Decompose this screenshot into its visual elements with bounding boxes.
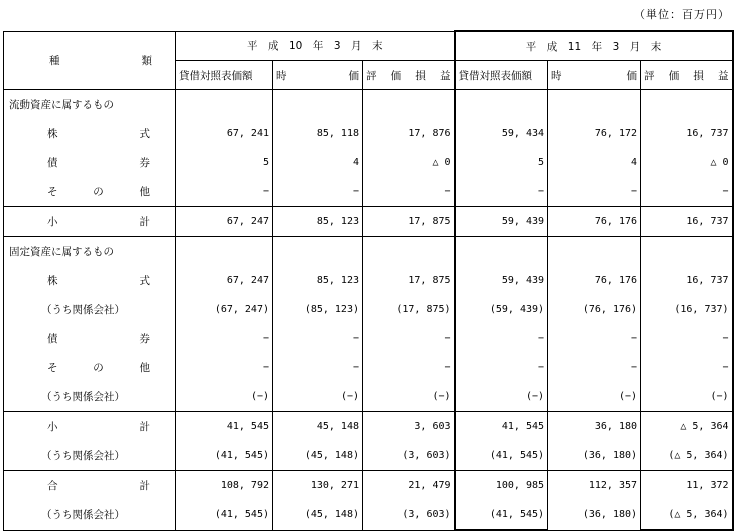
table-row <box>4 441 733 471</box>
table-row <box>4 382 733 412</box>
value-cell: − <box>455 353 548 382</box>
value-cell: (17, 875) <box>363 295 455 324</box>
value-cell: − <box>363 177 455 207</box>
table-row <box>4 266 733 295</box>
value-cell: △ 5, 364 <box>641 412 733 442</box>
row-label-text: そ <box>47 186 58 198</box>
value-cell: − <box>363 324 455 353</box>
header-book-value-2: 貸借対照表価額 <box>455 61 548 90</box>
row-label-text: 計 <box>139 421 150 433</box>
value-cell: 45, 148 <box>273 412 363 442</box>
value-cell: 112, 357 <box>548 471 641 501</box>
value-cell <box>641 237 733 267</box>
value-cell: 59, 439 <box>455 207 548 237</box>
value-cell: − <box>176 353 273 382</box>
row-label <box>4 207 176 237</box>
row-label-text: 券 <box>139 333 150 345</box>
table-row <box>4 119 733 148</box>
row-label-text: 券 <box>139 157 150 169</box>
table-row <box>4 237 733 267</box>
value-cell: (45, 148) <box>273 500 363 530</box>
table-row <box>4 148 733 177</box>
row-label <box>4 412 176 442</box>
row-label <box>4 324 176 353</box>
value-cell: − <box>548 177 641 207</box>
value-cell: 100, 985 <box>455 471 548 501</box>
value-cell <box>641 90 733 120</box>
value-cell: − <box>273 324 363 353</box>
row-label-text: 計 <box>139 216 150 228</box>
table-row <box>4 471 733 501</box>
header-kind-char-2: 類 <box>141 54 152 67</box>
value-cell: − <box>548 324 641 353</box>
value-cell: 76, 176 <box>548 266 641 295</box>
value-cell: (41, 545) <box>176 500 273 530</box>
value-cell: 16, 737 <box>641 207 733 237</box>
value-cell: 85, 123 <box>273 266 363 295</box>
value-cell: 11, 372 <box>641 471 733 501</box>
header-kind-char-1: 種 <box>49 54 60 67</box>
value-cell: (−) <box>548 382 641 412</box>
value-cell: 67, 247 <box>176 266 273 295</box>
table-row <box>4 207 733 237</box>
row-label-text: 合 <box>47 480 58 492</box>
value-cell: 67, 247 <box>176 207 273 237</box>
value-cell: − <box>641 177 733 207</box>
value-cell <box>273 237 363 267</box>
value-cell: 5 <box>455 148 548 177</box>
value-cell <box>176 90 273 120</box>
header-gain-2: 評 価 損 益 <box>641 61 733 90</box>
table-row <box>4 90 733 120</box>
header-row-periods <box>4 31 733 61</box>
value-cell: (41, 545) <box>455 500 548 530</box>
value-cell <box>455 90 548 120</box>
header-market-1: 時 価 <box>273 61 363 90</box>
value-cell: − <box>363 353 455 382</box>
value-cell: 4 <box>548 148 641 177</box>
value-cell: − <box>455 177 548 207</box>
value-cell: − <box>455 324 548 353</box>
row-label-text: （うち関係会社） <box>41 450 125 462</box>
value-cell: (45, 148) <box>273 441 363 471</box>
value-cell: (3, 603) <box>363 500 455 530</box>
value-cell: (−) <box>641 382 733 412</box>
row-label <box>4 237 176 267</box>
row-label <box>4 148 176 177</box>
row-label-text: （うち関係会社） <box>41 304 125 316</box>
row-label-text: 式 <box>139 128 150 140</box>
row-label-text: そ <box>47 362 58 374</box>
value-cell: 16, 737 <box>641 266 733 295</box>
table-row <box>4 353 733 382</box>
value-cell: 76, 172 <box>548 119 641 148</box>
row-label-text: 他 <box>139 362 150 374</box>
header-gain-1: 評 価 損 益 <box>363 61 455 90</box>
value-cell: 17, 875 <box>363 266 455 295</box>
header-period-1998: 平 成 10 年 3 月 末 <box>176 31 455 61</box>
value-cell: 36, 180 <box>548 412 641 442</box>
header-book-value-1: 貸借対照表価額 <box>176 61 273 90</box>
row-label-text: 株 <box>47 275 58 287</box>
value-cell <box>363 237 455 267</box>
value-cell: 59, 439 <box>455 266 548 295</box>
value-cell: 16, 737 <box>641 119 733 148</box>
value-cell: 67, 241 <box>176 119 273 148</box>
row-label-text: 式 <box>139 275 150 287</box>
row-label-text: の <box>93 186 104 198</box>
value-cell: (−) <box>363 382 455 412</box>
value-cell: − <box>548 353 641 382</box>
row-label <box>4 500 176 530</box>
value-cell: 41, 545 <box>176 412 273 442</box>
value-cell: (85, 123) <box>273 295 363 324</box>
row-label-text: 株 <box>47 128 58 140</box>
value-cell <box>455 237 548 267</box>
value-cell: − <box>273 177 363 207</box>
row-label <box>4 266 176 295</box>
value-cell: (59, 439) <box>455 295 548 324</box>
row-label-text: （うち関係会社） <box>41 391 125 403</box>
value-cell: (16, 737) <box>641 295 733 324</box>
value-cell: 130, 271 <box>273 471 363 501</box>
value-cell: (−) <box>273 382 363 412</box>
table-row <box>4 177 733 207</box>
securities-table <box>3 30 734 531</box>
value-cell: 17, 876 <box>363 119 455 148</box>
header-period-1999: 平 成 11 年 3 月 末 <box>455 31 733 61</box>
value-cell: 85, 118 <box>273 119 363 148</box>
value-cell: (−) <box>176 382 273 412</box>
row-label-text: 債 <box>47 333 58 345</box>
value-cell: 76, 176 <box>548 207 641 237</box>
row-label-text: 計 <box>139 480 150 492</box>
value-cell: 5 <box>176 148 273 177</box>
value-cell: 108, 792 <box>176 471 273 501</box>
value-cell <box>273 90 363 120</box>
value-cell: 4 <box>273 148 363 177</box>
value-cell: 41, 545 <box>455 412 548 442</box>
value-cell: (76, 176) <box>548 295 641 324</box>
value-cell: (−) <box>455 382 548 412</box>
row-label-text: 債 <box>47 157 58 169</box>
row-label-text: 小 <box>47 216 58 228</box>
row-label-text: 固定資産に属するもの <box>9 246 114 258</box>
table-row <box>4 324 733 353</box>
value-cell: 21, 479 <box>363 471 455 501</box>
row-label <box>4 441 176 471</box>
row-label <box>4 177 176 207</box>
table-row <box>4 500 733 530</box>
value-cell: (36, 180) <box>548 500 641 530</box>
value-cell: 59, 434 <box>455 119 548 148</box>
value-cell: − <box>176 324 273 353</box>
row-label-text: 流動資産に属するもの <box>9 99 114 111</box>
value-cell: 85, 123 <box>273 207 363 237</box>
header-market-2: 時 価 <box>548 61 641 90</box>
header-kind <box>4 31 176 90</box>
value-cell: − <box>641 353 733 382</box>
value-cell: (36, 180) <box>548 441 641 471</box>
unit-label: （単位：百万円） <box>634 8 730 21</box>
value-cell: − <box>641 324 733 353</box>
table-row <box>4 295 733 324</box>
row-label <box>4 382 176 412</box>
value-cell: (3, 603) <box>363 441 455 471</box>
table-body <box>4 31 733 530</box>
value-cell <box>363 90 455 120</box>
row-label-text: 他 <box>139 186 150 198</box>
row-label <box>4 119 176 148</box>
value-cell: 17, 875 <box>363 207 455 237</box>
value-cell: (41, 545) <box>455 441 548 471</box>
row-label-text: （うち関係会社） <box>41 509 125 522</box>
value-cell: (41, 545) <box>176 441 273 471</box>
value-cell: − <box>176 177 273 207</box>
row-label-text: の <box>93 362 104 374</box>
value-cell: △ 0 <box>363 148 455 177</box>
row-label <box>4 471 176 501</box>
value-cell: 3, 603 <box>363 412 455 442</box>
table-row <box>4 412 733 442</box>
row-label <box>4 353 176 382</box>
value-cell: (△ 5, 364) <box>641 500 733 530</box>
value-cell: − <box>273 353 363 382</box>
value-cell <box>548 90 641 120</box>
row-label <box>4 295 176 324</box>
value-cell: △ 0 <box>641 148 733 177</box>
value-cell: (67, 247) <box>176 295 273 324</box>
row-label <box>4 90 176 120</box>
value-cell <box>176 237 273 267</box>
value-cell <box>548 237 641 267</box>
value-cell: (△ 5, 364) <box>641 441 733 471</box>
row-label-text: 小 <box>47 421 58 433</box>
